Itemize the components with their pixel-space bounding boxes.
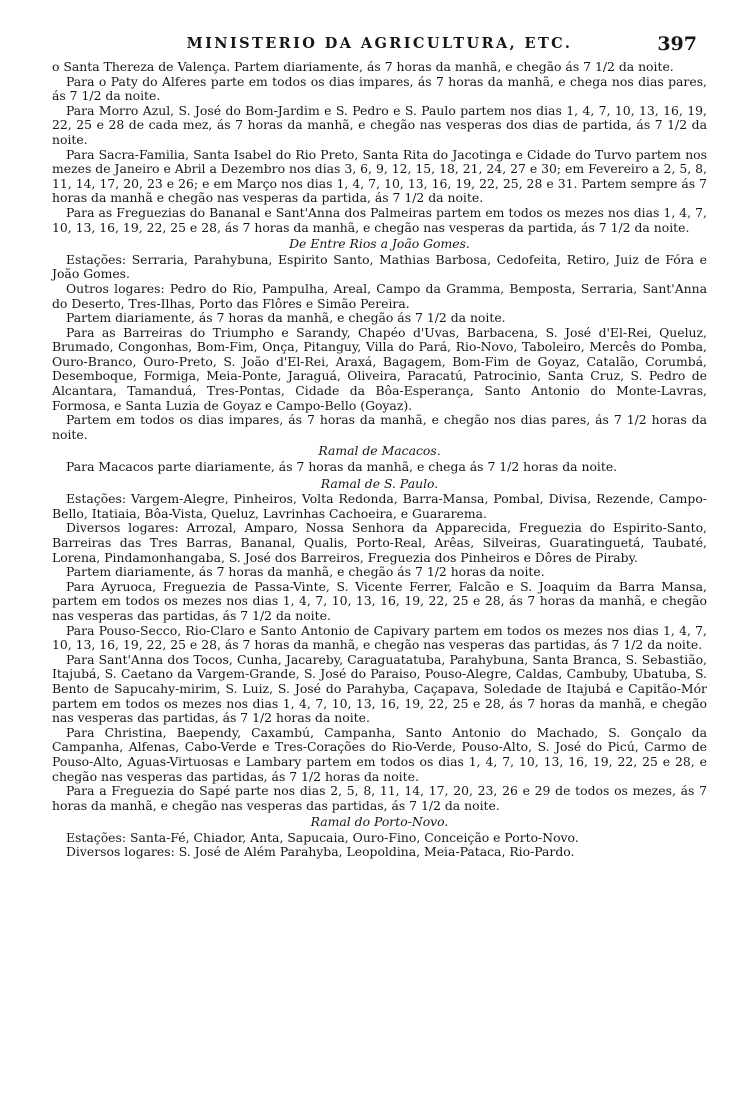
running-title: MINISTERIO DA AGRICULTURA, ETC.	[186, 35, 573, 52]
section-heading: Ramal de S. Paulo.	[320, 475, 439, 491]
page-header	[52, 28, 707, 60]
section-paragraph: Para Christina, Baependy, Caxambú, Campanha, Santo Antonio do Machado, S. Gonçalo da Campanha, Alfenas, Cabo-Verde e Tres-Corações do Rio-Verde, Pouso-Alto, S. José do Picú, Carmo de Pouso-Alto, Aguas-Virtuosas e Lambary partem em todos os dias 1, 4, 7, 10, 13, 16, 19, 22, 25 e 28, e chegão nas vesperas das partidas, ás 7 1/2 horas da noite.	[52, 724, 707, 784]
section-paragraph: Para Macacos parte diariamente, ás 7 horas da manhã, e chega ás 7 1/2 horas da noite.	[66, 459, 618, 475]
section-paragraph: Para as Barreiras do Triumpho e Sarandy, Chapéo d'Uvas, Barbacena, S. José d'El-Rei, Queluz, Brumado, Congonhas, Bom-Fim, Onça, Pitanguy, Villa do Pará, Rio-Novo, Taboleiro, Mercês do Pomba, Ouro-Branco, Ouro-Preto, S. João d'El-Rei, Araxá, Bagagem, Bom-Fim de Goyaz, Catalão, Corumbá, Desemboque, Formiga, Meia-Ponte, Jaraguá, Oliveira, Paracatú, Patrocinio, Santa Cruz, S. Pedro de Alcantara, Tamanduá, Tres-Pontas, Cidade da Bôa-Esperança, Santo Antonio do Monte-Lavras, Formosa, e Santa Luzia de Goyaz e Campo-Bello (Goyaz).	[52, 324, 707, 413]
section-paragraph: Partem diariamente, ás 7 horas da manhã, e chegão ás 7 1/2 horas da noite.	[66, 564, 545, 580]
page-number: 397	[657, 33, 697, 55]
intro-paragraph: Para as Freguezias do Bananal e Sant'Anna dos Palmeiras partem em todos os mezes nos dias 1, 4, 7, 10, 13, 16, 19, 22, 25 e 28, ás 7 horas da manhã, e chegão nas vesperas da partida, ás 7 1/2 da noite.	[52, 204, 707, 235]
section-paragraph: Outros logares: Pedro do Rio, Pampulha, Areal, Campo da Gramma, Bemposta, Serraria, Sant'Anna do Deserto, Tres-Ilhas, Porto das Flôres e Simão Pereira.	[52, 280, 707, 311]
section-paragraph: Para Pouso-Secco, Rio-Claro e Santo Antonio de Capivary partem em todos os mezes nos dias 1, 4, 7, 10, 13, 16, 19, 22, 25 e 28, ás 7 horas da manhã, e chegão nas vesperas das partidas, ás 7 1/2 da noite.	[52, 622, 707, 653]
section-paragraph: Estações: Santa-Fé, Chiador, Anta, Sapucaia, Ouro-Fino, Conceição e Porto-Novo.	[66, 829, 579, 845]
section-heading: Ramal de Macacos.	[318, 443, 441, 459]
section-paragraph: Para Ayruoca, Freguezia de Passa-Vinte, S. Vicente Ferrer, Falcão e S. Joaquim da Barra Mansa, partem em todos os mezes nos dias 1, 4, 7, 10, 13, 16, 19, 22, 25 e 28, ás 7 horas da manhã, e chegão nas vesperas das partidas, ás 7 1/2 da noite.	[52, 578, 707, 623]
section-paragraph: Para a Freguezia do Sapé parte nos dias 2, 5, 8, 11, 14, 17, 20, 23, 26 e 29 de todos os mezes, ás 7 horas da manhã, e chegão nas vesperas das partidas, ás 7 1/2 da noite.	[52, 783, 707, 813]
intro-paragraph: Para Sacra-Familia, Santa Isabel do Rio Preto, Santa Rita do Jacotinga e Cidade do Turvo partem nos mezes de Janeiro e Abril a Dezembro nos dias 3, 6, 9, 12, 15, 18, 21, 24, 27 e 30; em Fevereiro a 2, 5, 8, 11, 14, 17, 20, 23 e 26; e em Março nos dias 1, 4, 7, 10, 13, 16, 19, 22, 25, 28 e 31. Partem sempre ás 7 horas da manhã e chegão nas vesperas da partida, ás 7 1/2 da noite.	[52, 146, 707, 206]
section-paragraph: Partem diariamente, ás 7 horas da manhã, e chegão ás 7 1/2 da noite.	[66, 310, 506, 326]
section-paragraph: Diversos logares: Arrozal, Amparo, Nossa Senhora da Apparecida, Freguezia do Espirito-Santo, Barreiras das Tres Barras, Bananal, Qualis, Porto-Real, Arêas, Silveiras, Guaratinguetá, Taubaté, Lorena, Pindamonhangaba, S. José dos Barreiros, Freguezia dos Pinheiros e Dôres de Piraby.	[52, 520, 707, 565]
section-paragraph: Diversos logares: S. José de Além Parahyba, Leopoldina, Meia-Pataca, Rio-Pardo.	[66, 844, 575, 860]
intro-paragraph: Para o Paty do Alferes parte em todos os dias impares, ás 7 horas da manhã, e chega nos dias pares, ás 7 1/2 da noite.	[52, 73, 707, 104]
section-heading: Ramal do Porto-Novo.	[310, 814, 449, 830]
section-heading: De Entre Rios a João Gomes.	[289, 236, 470, 252]
intro-paragraph: o Santa Thereza de Valença. Partem diariamente, ás 7 horas da manhã, e chegão ás 7 1/2 da noite.	[52, 59, 674, 74]
section-paragraph: Partem em todos os dias impares, ás 7 horas da manhã, e chegão nos dias pares, ás 7 1/2 horas da noite.	[52, 412, 707, 442]
intro-paragraph: Para Morro Azul, S. José do Bom-Jardim e S. Pedro e S. Paulo partem nos dias 1, 4, 7, 10, 13, 16, 19, 22, 25 e 28 de cada mez, ás 7 horas da manhã, e chegão nas vesperas dos dias de partida, ás 7 1/2 da noite.	[52, 102, 707, 147]
section-paragraph: Estações: Vargem-Alegre, Pinheiros, Volta Redonda, Barra-Mansa, Pombal, Divisa, Rezende, Campo-Bello, Itatiaia, Bôa-Vista, Queluz, Lavrinhas Cachoeira, e Guararema.	[52, 491, 707, 521]
section-paragraph: Para Sant'Anna dos Tocos, Cunha, Jacareby, Caraguatatuba, Parahybuna, Santa Branca, S. Sebastião, Itajubá, S. Caetano da Vargem-Grande, S. José do Paraiso, Pouso-Alegre, Caldas, Cambuby, Ubatuba, S. Bento de Sapucahy-mirim, S. Luiz, S. José do Parahyba, Caçapava, Soledade de Itajubá e Capitão-Mór partem em todos os mezes nos dias 1, 4, 7, 10, 13, 16, 19, 22, 25 e 28, ás 7 horas da manhã, e chegão nas vesperas das partidas, ás 7 1/2 horas da noite.	[52, 651, 707, 726]
section-paragraph: Estações: Serraria, Parahybuna, Espirito Santo, Mathias Barbosa, Cedofeita, Retiro, Juiz de Fóra e João Gomes.	[52, 251, 707, 282]
